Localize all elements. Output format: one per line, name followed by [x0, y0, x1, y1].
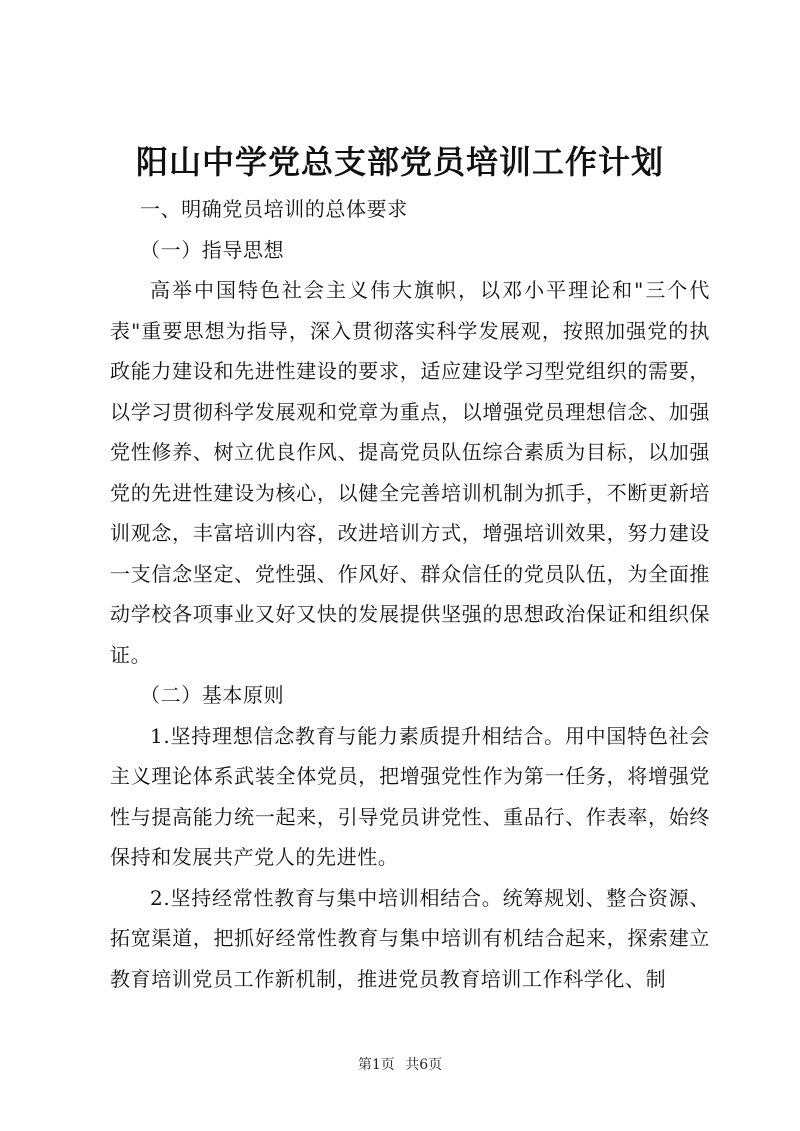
document-title: 阳山中学党总支部党员培训工作计划	[135, 143, 664, 181]
subsection-heading-guiding-ideology: （一）指导思想	[140, 237, 285, 262]
document-body	[110, 189, 710, 999]
page-total: 共6页	[405, 1057, 443, 1073]
paragraph-principle-2: 2.坚持经常性教育与集中培训相结合。统筹规划、整合资源、拓宽渠道，把抓好经常性教育与集中培训有机结合起来，探索建立教育培训党员工作新机制，推进党员教育培训工作科学化、制	[110, 885, 710, 991]
paragraph-guiding-ideology: 高举中国特色社会主义伟大旗帜，以邓小平理论和"三个代表"重要思想为指导，深入贯彻落实科学发展观，按照加强党的执政能力建设和先进性建设的要求，适应建设学习型党组织的需要，以学习贯彻科学发展观和党章为重点，以增强党员理想信念、加强党性修养、树立优良作风、提高党员队伍综合素质为目标，以加强党的先进性建设为核心，以健全完善培训机制为抓手，不断更新培训观念，丰富培训内容，改进培训方式，增强培训效果，努力建设一支信念坚定、党性强、作风好、群众信任的党员队伍，为全面推动学校各项事业又好又快的发展提供坚强的思想政治保证和组织保证。	[110, 278, 710, 667]
section-heading-general-requirements: 一、明确党员培训的总体要求	[140, 197, 408, 221]
subsection-heading-basic-principles: （二）基本原则	[140, 683, 285, 707]
page-number: 第1页	[357, 1057, 395, 1073]
page-footer	[0, 1055, 800, 1075]
paragraph-principle-1: 1.坚持理想信念教育与能力素质提升相结合。用中国特色社会主义理论体系武装全体党员，把增强党性作为第一任务，将增强党性与提高能力统一起来，引导党员讲党性、重品行、作表率，始终保持和发展共产党人的先进性。	[110, 723, 710, 869]
